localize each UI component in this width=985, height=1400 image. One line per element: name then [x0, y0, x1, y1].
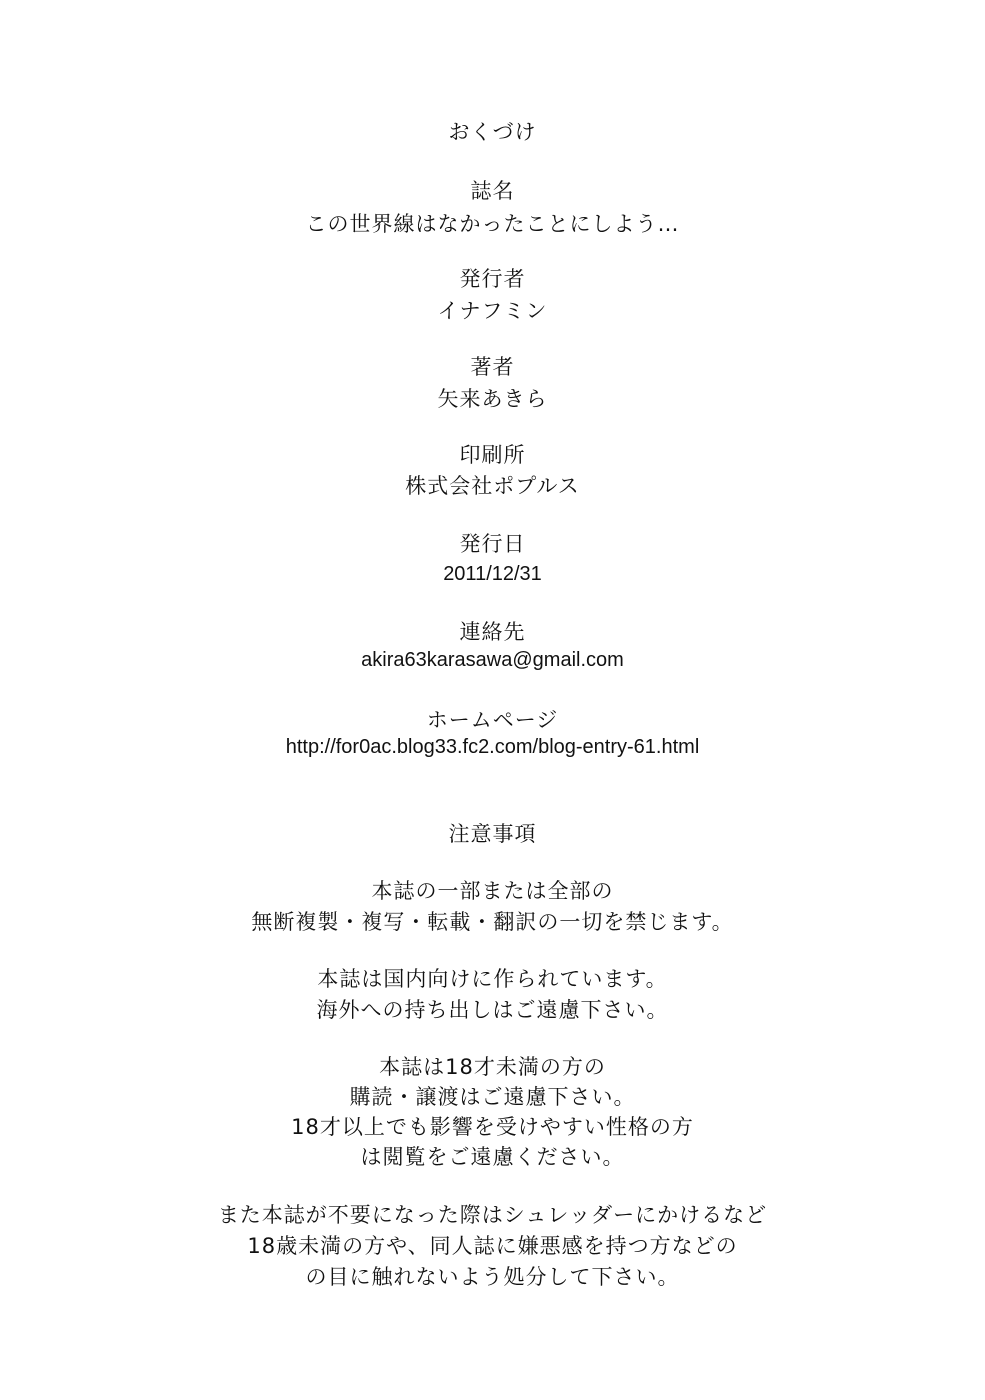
notice-p3-line2: 購読・譲渡はご遠慮下さい。 — [349, 1085, 636, 1109]
notice-p3-line1: 本誌は18才未満の方の — [379, 1055, 606, 1079]
author-label: 著者 — [470, 355, 515, 379]
date-label: 発行日 — [459, 532, 526, 556]
printer-value: 株式会社ポプルス — [405, 474, 580, 498]
publisher-label: 発行者 — [459, 267, 526, 291]
contact-email: akira63karasawa@gmail.com — [361, 649, 624, 671]
notice-p1-line1: 本誌の一部または全部の — [371, 879, 614, 903]
homepage-url: http://for0ac.blog33.fc2.com/blog-entry-61.html — [285, 736, 700, 758]
contact-label: 連絡先 — [459, 620, 526, 644]
homepage-label: ホームページ — [426, 708, 559, 732]
colophon-heading: おくづけ — [448, 120, 537, 144]
notice-p3-line4: は閲覧をご遠慮ください。 — [360, 1145, 625, 1169]
notice-p4-line2: 18歳未満の方や、同人誌に嫌悪感を持つ方などの — [247, 1234, 738, 1258]
title-label: 誌名 — [470, 179, 515, 203]
title-value: この世界線はなかったことにしよう… — [305, 212, 680, 236]
notice-p2-line1: 本誌は国内向けに作られています。 — [317, 967, 668, 991]
notice-p1-line2: 無断複製・複写・転載・翻訳の一切を禁じます。 — [251, 910, 734, 934]
printer-label: 印刷所 — [459, 443, 526, 467]
author-value: 矢来あきら — [437, 387, 548, 411]
date-value: 2011/12/31 — [443, 563, 542, 585]
notice-p4-line3: の目に触れないよう処分して下さい。 — [305, 1265, 680, 1289]
notice-p3-line3: 18才以上でも影響を受けやすい性格の方 — [291, 1115, 694, 1139]
publisher-value: イナフミン — [437, 299, 548, 323]
notice-p4-line1: また本誌が不要になった際はシュレッダーにかけるなど — [217, 1203, 768, 1227]
notice-heading: 注意事項 — [448, 822, 537, 846]
notice-p2-line2: 海外への持ち出しはご遠慮下さい。 — [316, 998, 669, 1022]
